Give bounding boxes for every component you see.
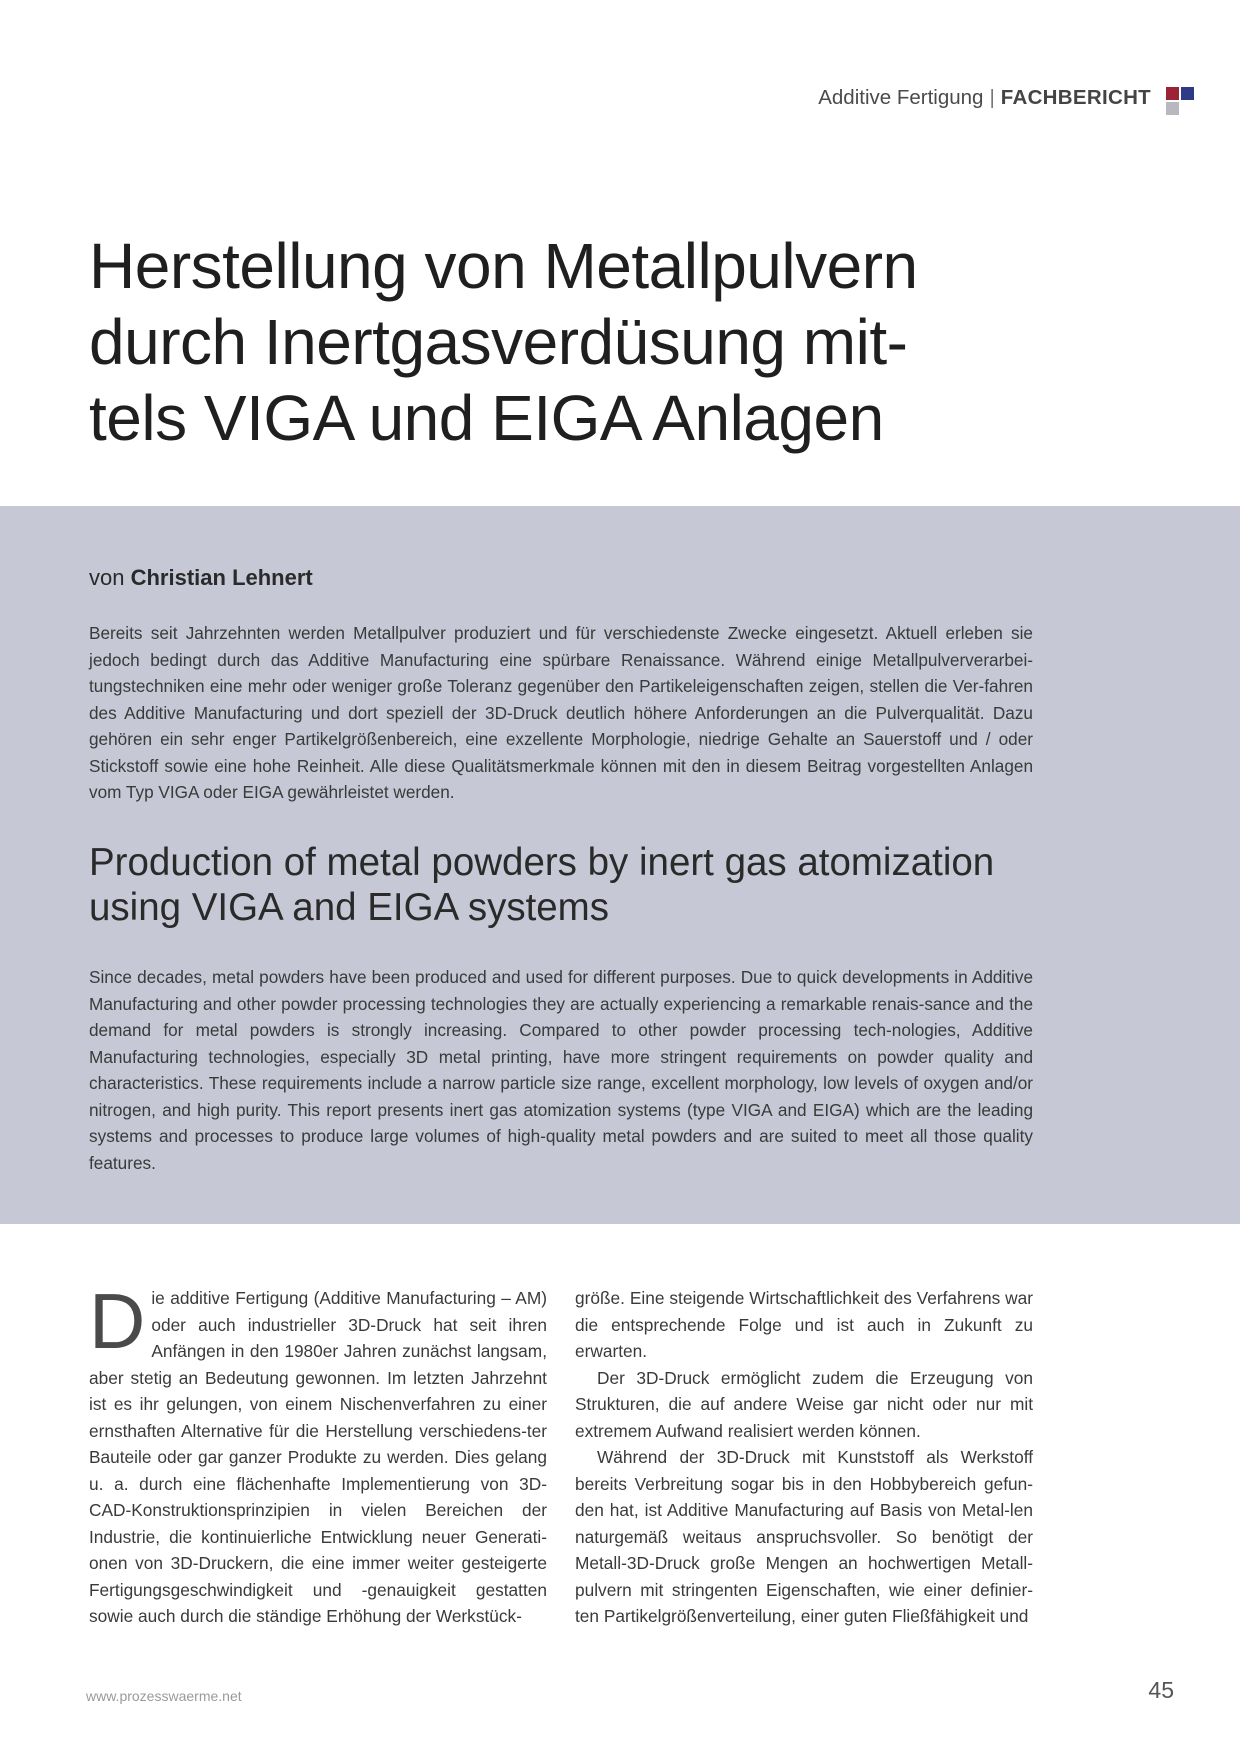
abstract-english: Since decades, metal powders have been produced and used for different purposes. Due to quick developments in Additive Manufacturing and other powder processing technologies they are actually experiencing a remarkable renais-sance and the demand for metal powders is strongly increasing. Compared to other powder processing tech-nologies, Additive Manufacturing technologies, especially 3D metal printing, have more stringent requirements on powder quality and characteristics. These requirements include a narrow particle size range, excellent morphology, low levels of oxygen and/or nitrogen, and high purity. This report presents inert gas atomization systems (type VIGA and EIGA) which are the leading systems and processes to produce large volumes of high-quality metal powders and are suited to meet all those quality features. <box>89 967 1033 1173</box>
header-separator: | <box>989 86 995 109</box>
abstract-german: Bereits seit Jahrzehnten werden Metallpulver produziert und für verschiedenste Zwecke eingesetzt. Aktuell erleben sie jedoch bedingt durch das Additive Manufacturing eine spürbare Renaissance. Während einige Metallpulververarbei-tungstechniken eine mehr oder weniger große Toleranz gegenüber den Partikeleigenschaften zeigen, stellen die Ver-fahren des Additive Manufacturing und dort speziell der 3D-Druck deutlich höhere Anforderungen an die Pulverqualität. Dazu gehören ein sehr enger Partikelgrößenbereich, eine exzellente Morphologie, niedrige Gehalte an Sauerstoff und / oder Stickstoff sowie eine hohe Reinheit. Alle diese Qualitätsmerkmale können mit den in diesem Beitrag vorgestellten Anlagen vom Typ VIGA oder EIGA gewährleistet werden. <box>89 623 1033 802</box>
article-title <box>89 228 1009 456</box>
body-paragraph: Während der 3D-Druck mit Kunststoff als Werkstoff bereits Verbreitung sogar bis in den Hobbybereich gefun-den hat, ist Additive Manufacturing auf Basis von Metal-len naturgemäß weitaus anspruchsvoller. So benötigt der Metall-3D-Druck große Mengen an hochwertigen Metall-pulvern mit stringenten Eigenschaften, wie einer definier-ten Partikelgrößenverteilung, einer guten Fließfähigkeit und <box>575 1447 1033 1626</box>
body-paragraph: größe. Eine steigende Wirtschaftlichkeit des Verfahrens war die entsprechende Folge und ist auch in Zukunft zu erwarten. <box>575 1288 1033 1361</box>
drop-cap: D <box>89 1277 146 1365</box>
english-title <box>89 840 1049 930</box>
running-header <box>818 86 1151 110</box>
logo-square-blue <box>1181 87 1194 100</box>
publisher-logo <box>1166 87 1200 121</box>
title-line: tels VIGA und EIGA Anlagen <box>89 382 884 454</box>
page-number: 45 <box>1148 1677 1174 1703</box>
section-label: Additive Fertigung <box>818 86 984 109</box>
body-text: ie additive Fertigung (Additive Manufacturing – AM) oder auch industrieller 3D-Druck hat seit ihren Anfängen in den 1980er Jahren zunächst langsam, aber stetig an Bedeutung gewonnen. Im letzten Jahrzehnt ist es ihr gelungen, von einem Nischenverfahren zu einer ernsthaften Alternative für die Herstellung verschiedens-ter Bauteile oder gar ganzer Produkte zu werden. Dies gelang u. a. durch eine flächenhafte Implementierung von 3D-CAD-Konstruktionsprinzipien in vielen Bereichen der Industrie, die kontinuierliche Entwicklung neuer Generati-onen von 3D-Druckern, die eine immer weiter gesteigerte Fertigungsgeschwindigkeit und -genauigkeit gestatten sowie auch durch die ständige Erhöhung der Werkstück- <box>89 1288 547 1626</box>
byline <box>89 565 313 591</box>
logo-square-grey <box>1166 102 1179 115</box>
footer-url: www.prozesswaerme.net <box>86 1688 242 1704</box>
title-line: durch Inertgasverdüsung mit- <box>89 306 908 378</box>
body-column-right <box>575 1285 1033 1630</box>
body-column-left <box>89 1277 547 1630</box>
english-title-line: using VIGA and EIGA systems <box>89 886 609 929</box>
body-paragraph: Der 3D-Druck ermöglicht zudem die Erzeugung von Strukturen, die auf andere Weise gar nicht oder nur mit extremem Aufwand realisiert werden können. <box>575 1367 1033 1441</box>
body-paragraph <box>89 1277 547 1630</box>
logo-square-red <box>1166 87 1179 100</box>
title-line: Herstellung von Metallpulvern <box>89 230 918 302</box>
author-name: Christian Lehnert <box>130 565 313 590</box>
category-label: FACHBERICHT <box>1000 86 1151 109</box>
byline-prefix: von <box>89 565 125 590</box>
english-title-line: Production of metal powders by inert gas atomization <box>89 841 995 884</box>
